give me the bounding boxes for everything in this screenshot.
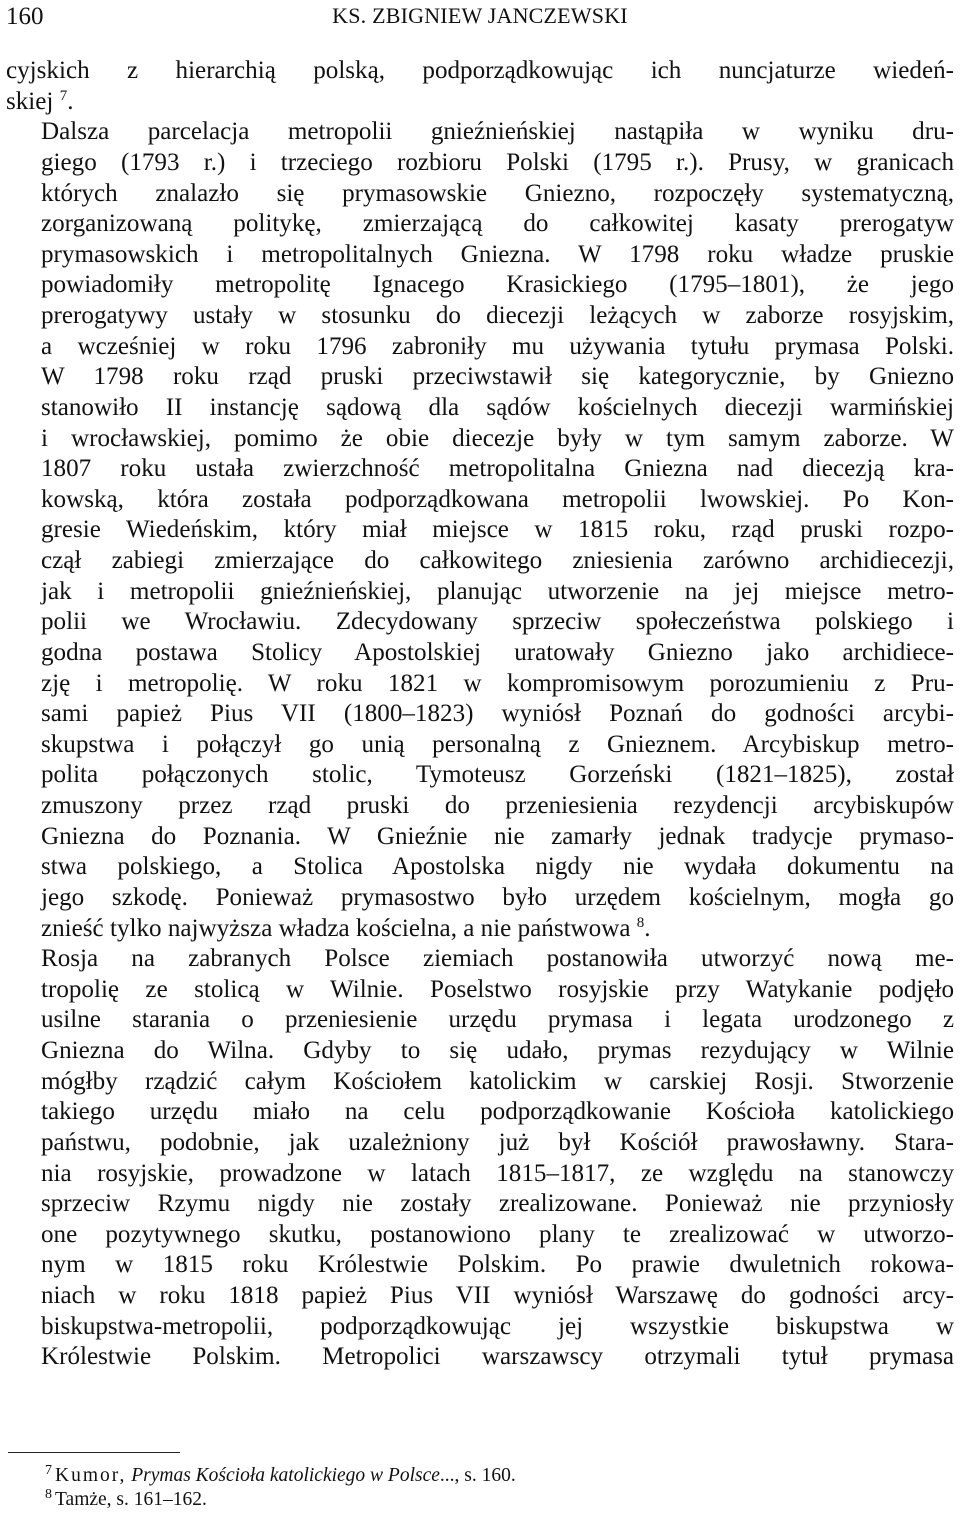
text-line: stanowiło II instancję sądową dla sądów kościelnych diecezji warmińskiej xyxy=(41,393,954,421)
text-line: mógłby rządzić całym Kościołem katolickim w carskiej Rosji. Stworzenie xyxy=(41,1067,954,1095)
text-line: sprzeciw Rzymu nigdy nie zostały zrealizowane. Ponieważ nie przyniosły xyxy=(41,1190,954,1218)
footnote-pages: ..., s. 160. xyxy=(439,1465,516,1486)
text-line: giego (1793 r.) i trzeciego rozbioru Polski (1795 r.). Prusy, w granicach xyxy=(41,148,954,176)
text-line: nia rosyjskie, prowadzone w latach 1815–1817, ze względu na stanowczy xyxy=(41,1159,954,1187)
text-line: skupstwa i połączył go unią personalną z Gnieznem. Arcybiskup metro- xyxy=(41,730,954,758)
text-line: Rosja na zabranych Polsce ziemiach postanowiła utworzyć nową me- xyxy=(41,945,954,973)
text-line: powiadomiły metropolitę Ignacego Krasickiego (1795–1801), że jego xyxy=(41,271,954,299)
text-line: 1807 roku ustała zwierzchność metropolitalna Gniezna nad diecezją kra- xyxy=(41,455,954,483)
text-line: W 1798 roku rząd pruski przeciwstawił się kategorycznie, by Gniezno xyxy=(41,363,954,391)
text-line: zorganizowaną politykę, zmierzającą do całkowitej kasaty prerogatyw xyxy=(41,210,954,238)
text-line: Gniezna do Poznania. W Gnieźnie nie zamarły jednak tradycje prymaso- xyxy=(41,822,954,850)
footnote-mark: 8 xyxy=(45,1486,52,1502)
text-line: polii we Wrocławiu. Zdecydowany sprzeciw społeczeństwa polskiego i xyxy=(41,608,954,636)
text-line: państwu, podobnie, jak uzależniony już był Kościół prawosławny. Stara- xyxy=(41,1128,954,1156)
text-line: których znalazło się prymasowskie Gniezno, rozpoczęły systematyczną, xyxy=(41,179,954,207)
text-line: prerogatywy ustały w stosunku do diecezji leżących w zaborze rosyjskim, xyxy=(41,302,954,329)
paragraph-1 xyxy=(6,56,954,117)
text-line: biskupstwa-metropolii, podporządkowując jej wszystkie biskupstwa w xyxy=(41,1312,954,1340)
text-line: gresie Wiedeńskim, który miał miejsce w 1815 roku, rząd pruski rozpo- xyxy=(41,516,954,544)
footnote-ref-8[interactable]: 8 xyxy=(636,914,645,931)
paragraph-3 xyxy=(6,944,954,1373)
footnotes xyxy=(45,1464,945,1511)
text-line: Gniezna do Wilna. Gdyby to się udało, prymas rezydujący w Wilnie xyxy=(41,1037,954,1064)
text-line: usilne starania o przeniesienie urzędu prymasa i legata urodzonego z xyxy=(41,1006,954,1034)
footnote-8 xyxy=(45,1488,945,1512)
text-line: nym w 1815 roku Królestwie Polskim. Po prawie dwuletnich rokowa- xyxy=(41,1251,954,1279)
text-line: sami papież Pius VII (1800–1823) wyniósł Poznań do godności arcybi- xyxy=(41,700,954,728)
text-line: tropolię ze stolicą w Wilnie. Poselstwo rosyjskie przy Watykanie podjęło xyxy=(41,975,954,1003)
footnote-title: Prymas Kościoła katolickiego w Polsce xyxy=(131,1465,440,1486)
text-line: takiego urzędu miało na celu podporządkowanie Kościoła katolickiego xyxy=(41,1098,954,1126)
text-line: zmuszony przez rząd pruski do przeniesienia rezydencji arcybiskupów xyxy=(41,792,954,819)
body-text xyxy=(6,56,954,1373)
text-line: kowską, która została podporządkowana metropolii lwowskiej. Po Kon- xyxy=(41,485,954,513)
text-line: i wrocławskiej, pomimo że obie diecezje były w tym samym zaborze. W xyxy=(41,424,954,452)
text-line: cyjskich z hierarchią polską, podporządkowując ich nuncjaturze wiedeń- xyxy=(6,57,954,84)
footnote-separator xyxy=(8,1452,180,1453)
footnote-author: Kumor, xyxy=(55,1465,127,1486)
text-line: czął zabiegi zmierzające do całkowitego zniesienia zarówno archidiecezji, xyxy=(41,547,954,574)
footnote-mark: 7 xyxy=(45,1463,52,1478)
text-line: znieść tylko najwyższa władza kościelna, a nie państwowa $^8$. xyxy=(41,914,651,942)
text-line: godna postawa Stolicy Apostolskiej uratowały Gniezno jako archidiece- xyxy=(41,638,954,666)
running-head: KS. ZBIGNIEW JANCZEWSKI xyxy=(332,3,628,28)
footnote-7 xyxy=(45,1464,945,1488)
text-line: stwa polskiego, a Stolica Apostolska nigdy nie wydała dokumentu na xyxy=(41,853,954,881)
text-line: polita połączonych stolic, Tymoteusz Gorzeński (1821–1825), został xyxy=(41,761,954,789)
text-line: one pozytywnego skutku, postanowiono plany te zrealizować w utworzo- xyxy=(41,1220,954,1248)
page-header xyxy=(0,0,960,40)
text-line: prymasowskich i metropolitalnych Gniezna. W 1798 roku władze pruskie xyxy=(41,240,954,268)
text-line: niach w roku 1818 papież Pius VII wyniósł Warszawę do godności arcy- xyxy=(41,1282,954,1309)
text-line: skiej $^7$. xyxy=(6,87,74,115)
text-line: Królestwie Polskim. Metropolici warszawscy otrzymali tytuł prymasa xyxy=(41,1343,954,1371)
text-line: a wcześniej w roku 1796 zabroniły mu używania tytułu prymasa Polski. xyxy=(41,332,954,360)
footnote-text: Tamże, s. 161–162. xyxy=(55,1488,207,1510)
text-line: jak i metropolii gnieźnieńskiej, planując utworzenie na jej miejsce metro- xyxy=(41,577,954,605)
text-line: jego szkodę. Ponieważ prymasostwo było urzędem kościelnym, mogła go xyxy=(41,883,954,911)
paragraph-2 xyxy=(6,117,954,944)
text-line: Dalsza parcelacja metropolii gnieźnieńskiej nastąpiła w wyniku dru- xyxy=(41,118,954,146)
page-number: 160 xyxy=(6,3,44,30)
footnote-ref-7[interactable]: 7 xyxy=(59,87,68,104)
text-line: zję i metropolię. W roku 1821 w kompromisowym porozumieniu z Pru- xyxy=(41,669,954,697)
